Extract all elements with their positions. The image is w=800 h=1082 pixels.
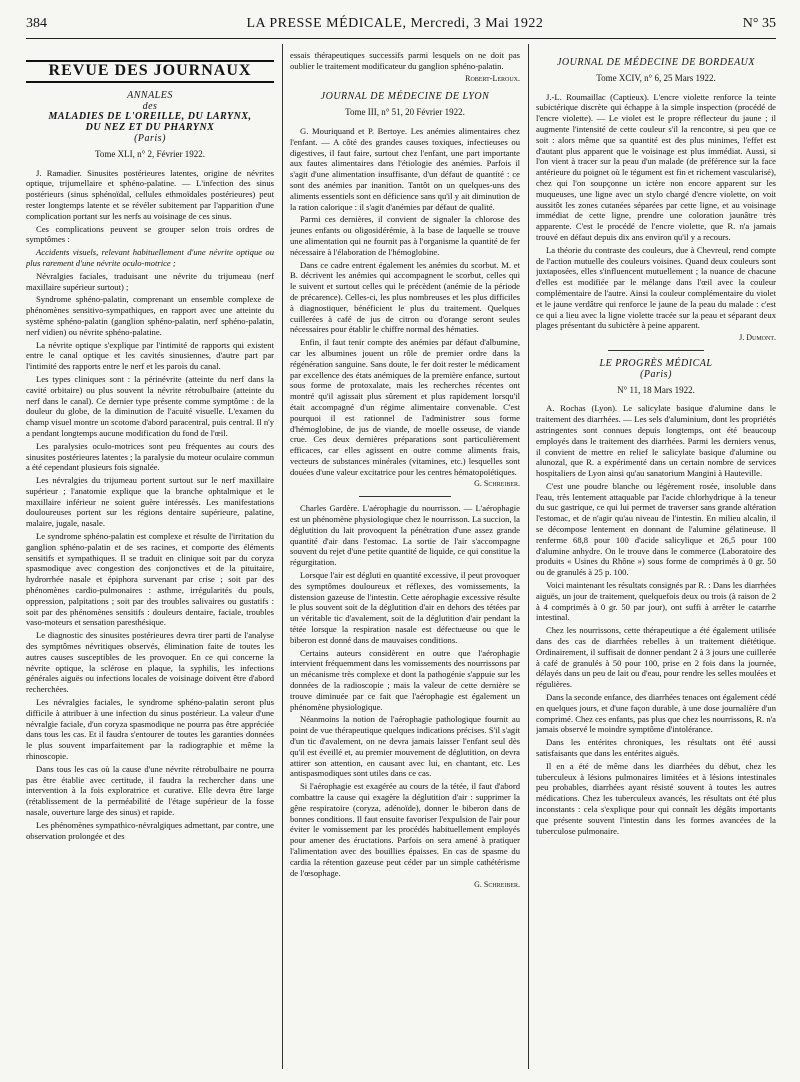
page-number: 384: [26, 16, 47, 31]
journal-name: [536, 359, 776, 381]
article-paragraph: Lorsque l'air est dégluti en quantité excessive, il peut provoquer des symptômes douloureux et réflexes, des vomissements, la distension gazeuse de l'intestin. Cette aérophagie excessive résulte le plus souvent soit de la déglutition d'air en dehors des tétées par un véritable tic d'avalement, soit de la déglutition d'air pendant la tétée lorsque la respiration nasale est défectueuse ou que le biberon est donné dans de mauvaises conditions.: [290, 570, 520, 645]
journal-line: ANNALES: [127, 89, 173, 101]
article-paragraph: Voici maintenant les résultats consignés par R. : Dans les diarrhées aiguës, un jour de traitement, quelquefois deux ou trois (à raison de 2 à 4 comprimés à 0 gr. 50 par jour), ont suffi à arrêter le catarrhe intestinal.: [536, 580, 776, 623]
article-paragraph: Les phénomènes sympathico-névralgiques admettant, par contre, une observation prolongée et des: [26, 819, 274, 841]
article-paragraph: Les névralgies faciales, le syndrome sphéno-palatin seront plus difficile à attribuer à une infection du sinus postérieur. La valeur d'une névralgie faciale, d'un coryza spasmodique ne pourra pas être appréciée dans tous les cas. Et il faudra s'entourer de toutes les garanties données le plus souvent imparfaitement par la radiographie et même la rhinoscopie.: [26, 697, 274, 762]
article-paragraph: A. Rochas (Lyon). Le salicylate basique d'alumine dans le traitement des diarrhées. — Les sels d'aluminium, dont les propriétés astringentes sont connues depuis longtemps, ont été beaucoup employés dans le traitement des diarrhées. Parmi les derniers venus, il convient de mettre en relief le salicylate basique d'alumine ou alunozal, que R. a expérimenté dans un certain nombre de services hospitaliers de Lyon ainsi qu'au sanatorium Mangini à Hauteville.: [536, 403, 776, 479]
journal-name: [26, 91, 274, 145]
article-paragraph: Dans tous les cas où la cause d'une névrite rétrobulbaire ne pourra pas être établie avec certitude, il faudra la rechercher dans une intervention à la fois exploratrice et curative. Elle devra être large (rétablissement de la perméabilité de l'étage supérieur de la fosse nasale, ouverture large des sinus) et rapide.: [26, 763, 274, 817]
journal-issue: Tome XLI, n° 2, Février 1922.: [95, 148, 205, 159]
newspaper-title: LA PRESSE MÉDICALE, Mercredi, 3 Mai 1922: [246, 16, 544, 31]
article-paragraph: Enfin, il faut tenir compte des anémies par défaut d'albumine, car les albumines jouent un rôle de premier ordre dans la régénération sanguine. Sans doute, le fer doit rester le médicament par excellence des états anémiques de la première enfance, surtout sous forme de protoxalate, mais les recherches récentes ont montré qu'il agissait plus sûrement et plus rapidement lorsqu'il était accompagné d'un régime alimentaire convenable. C'est pourquoi il est rationnel de l'administrer sous forme d'hémoglobine, de jus de viande, de moelle osseuse, de viande crue. Ces deux dernières préparations sont particulièrement efficaces, car elles agissent en outre comme aliments frais, vecteurs de substances minérales (vitamines, etc.) lesquelles sont douées d'une valeur excitatrice pour les centres hématopoïétiques.: [290, 337, 520, 477]
article-signature: Robert-Leroux.: [465, 73, 520, 83]
article-paragraph: Les névralgies du trijumeau portent surtout sur le nerf maxillaire supérieur ; l'anatomie explique que la branche ophtalmique et le maxillaire inférieur ne soient guère intéressés. Les manifestations douloureuses portent sur les régions dentaire supérieure, palatine, malaire, jugale, nasale.: [26, 475, 274, 529]
article-paragraph: J.-L. Roumaillac (Captieux). L'encre violette renforce la teinte subictérique discrète qui échappe à la simple inspection (procédé de l'encre violette). — Le violet est le propre réflecteur du jaune ; il augmente l'intensité de cette couleur s'il la rencontre, si peu que ce soit : alors même que sa quantité est des plus minimes, l'effet est d'autant plus apparent que le voisinage est plus immédiat. Aussi, si l'on vient à tracer sur la peau d'un malade (de préférence sur la face antérieure du poignet où le tégument est fin et richement vascularisé), chez qui l'on soupçonne un ictère non encore apparent sur les muqueuses, une ligne avec un stylo chargé d'encre violette, on voit aussitôt les zones cutanées séparées par cette ligne, et au voisinage immédiat de cette ligne, prendre une coloration jaunâtre très apparente. C'est le procédé de l'encre violette, que R. n'a jamais trouvé en défaut depuis dix ans environ qu'il y a recours.: [536, 91, 776, 242]
journal-line: LE PROGRÈS MÉDICAL: [599, 357, 713, 369]
article-paragraph: essais thérapeutiques successifs parmi lesquels on ne doit pas oublier le traitement modificateur du ganglion sphéno-palatin.: [290, 50, 520, 71]
article-separator: [359, 496, 451, 497]
article-paragraph: Ces complications peuvent se grouper selon trois ordres de symptômes :: [26, 223, 274, 245]
article-paragraph: Charles Gardère. L'aérophagie du nourrisson. — L'aérophagie est un phénomène physiologique chez le nourrisson. La succion, la déglutition du lait provoquent la pénétration d'une assez grande quantité d'air dans l'estomac. La sortie de l'air s'accompagne souvent du rejet d'une petite quantité de liquide, ce qui constitue la régurgitation.: [290, 503, 520, 568]
article-paragraph: C'est une poudre blanche ou légèrement rosée, insoluble dans l'eau, très lentement attaquable par l'acide chlorhydrique à la teneur du suc gastrique, ce qui lui permet de traverser sans grande altération l'estomac, et de n'agir qu'au niveau de l'intestin. En milieu alcalin, il se décompose lentement en donnant de l'alumine gélatineuse. Il renferme 68,8 pour 100 d'acide salicylique et 26,5 pour 100 d'alumine anhydre. On le trouve dans le commerce (Laboratoire des produits « Usines du Rhône ») sous forme de comprimés à 0 gr. 50 ou de granulés à 25 p. 100.: [536, 480, 776, 578]
article-paragraph: Il en a été de même dans les diarrhées du début, chez les tuberculeux à lésions pulmonaires limitées et à lésions intestinales peu probables, diarrhées ayant résisté souvent à toutes les autres médications. Chez les tuberculeux avancés, les résultats ont été plus inconstants : cela s'explique pour qui connaît les dégâts importants que présente souvent l'intestin dans les formes avancées de la tuberculose pulmonaire.: [536, 760, 776, 836]
article-paragraph: G. Mouriquand et P. Bertoye. Les anémies alimentaires chez l'enfant. — A côté des grandes causes toxiques, infectieuses ou digestives, il faut faire, surtout chez l'enfant, une part importante aux fautes alimentaires dans l'étiologie des anémies. Parfois il s'agit d'une alimentation insuffisante, d'un défaut de quantité : ce sont des anémies par inanition. Tantôt on un quelques-uns des aliments essentiels sont en déficience sans qu'il y ait diminution de la ration calorique : il s'agit d'anémies par défaut de qualité.: [290, 125, 520, 212]
article-paragraph: Les types cliniques sont : la périnévrite (atteinte du nerf dans la cavité orbitaire) ou plus souvent la névrite rétrobulbaire (atteinte du nerf dans le canal). Ce dernier type présente comme symptôme : de la douleur du globe, de la diminution de l'acuité visuelle. L'examen du champ visuel montre un scotome d'abord paracentral, puis central. Il n'y a pendant longtemps aucune modification du fond de l'œil.: [26, 373, 274, 438]
section-title: REVUE DES JOURNAUX: [26, 60, 274, 83]
journal-issue: N° 11, 18 Mars 1922.: [617, 384, 695, 395]
article-signature: G. Schreiber.: [474, 880, 520, 890]
page-header: [26, 16, 776, 39]
article-paragraph: J. Ramadier. Sinusites postérieures latentes, origine de névrites optique, trijumellaire et sphéno-palatine. — L'infection des sinus postérieurs (sinus sphénoïdal, cellules ethmoïdales postérieures) peut rester longtemps latente et se révéler subitement par l'apparition d'une complication portant sur les nerfs au voisinage de ces sinus.: [26, 167, 274, 221]
article-signature: J. Dumont.: [739, 333, 776, 343]
article-paragraph: Dans ce cadre entrent également les anémies du scorbut. M. et B. décrivent les anémies qui accompagnent le scorbut, celles qui le suivent et surtout celles qui le précèdent (anémie de la période de précarence). Celles-ci, les plus nombreuses et les plus difficiles à diagnostiquer, bénéficient le plus du traitement. Quelques cuillerées à café de jus de citron ou d'orange seront seules nécessaires pour établir le chiffre normal des hématies.: [290, 259, 520, 335]
column-3: [536, 50, 776, 1076]
journal-line: (Paris): [134, 132, 166, 144]
article-paragraph: Certains auteurs considèrent en outre que l'aérophagie intervient fréquemment dans les vomissements des nourrissons par un mécanisme très complexe et dont la pathogénie s'appuie sur les données de la radioscopie ; mais la valeur de cette dernière se trouve diminuée par ce fait que l'aérophagie est également un phénomène physiologique.: [290, 647, 520, 712]
issue-number: N° 35: [742, 16, 776, 31]
column-rule-1: [282, 44, 283, 1069]
article-paragraph: Syndrome sphéno-palatin, comprenant un ensemble complexe de phénomènes sensitivo-sympathiques, en rapport avec une atteinte du système sphéno-palatin (ganglion sphéno-palatin, nerf sphéno-palatin, nerf vidien) ou névrite sphéno-palatine.: [26, 294, 274, 337]
column-2: [290, 50, 520, 1076]
journal-name: JOURNAL DE MÉDECINE DE BORDEAUX: [556, 57, 756, 68]
article-paragraph: Névralgies faciales, traduisant une névrite du trijumeau (nerf maxillaire supérieur surtout) ;: [26, 270, 274, 292]
article-paragraph: Les paralysies oculo-motrices sont peu fréquentes au cours des sinusites postérieures latentes ; la paralysie du moteur oculaire commun a été cependant plusieurs fois signalée.: [26, 440, 274, 473]
article-paragraph: Si l'aérophagie est exagérée au cours de la tétée, il faut d'abord combattre la cause qui exagère la déglutition d'air : supprimer la gêne respiratoire (coryza, adénoïde), donner le biberon dans de bonnes conditions. Il faut ensuite favoriser l'expulsion de l'air pour éviter le vomissement par les procédés habituellement employés pour amener des éructations. Parfois on sera amené à pratiquer l'alimentation avec des bouillies épaisses. En cas de spasme du cardia la rétention gazeuse peut céder par un simple cathétérisme de l'œsophage.: [290, 781, 520, 878]
article-paragraph: Parmi ces dernières, il convient de signaler la chlorose des jeunes enfants ou oligosidérémie, à la base de laquelle se trouve une alimentation qui ne fournit pas à l'organisme la quantité de fer nécessaire à l'élaboration de l'hémoglobine.: [290, 214, 520, 257]
journal-line: DU NEZ ET DU PHARYNX: [85, 122, 215, 134]
article-paragraph: Accidents visuels, relevant habituellement d'une névrite optique ou plus rarement d'une névrite oculo-motrice ;: [26, 247, 274, 268]
article-paragraph: Le diagnostic des sinusites postérieures devra tirer parti de l'analyse des symptômes névritiques observés, élimination faite de toutes les autres causes susceptibles de les provoquer. En ce qui concerne la névrite optique, la sclérose en plaque, la syphilis, les infections générales aiguës ou infections locales de voisinage doivent être d'abord recherchées.: [26, 630, 274, 695]
article-paragraph: Dans la seconde enfance, des diarrhées tenaces ont également cédé en quelques jours, et d'une façon durable, à une dose journalière d'un comprimé. Chez ces enfants, pas plus que chez les nourrissons, R. n'a jamais observé le moindre symptôme d'intolérance.: [536, 692, 776, 735]
journal-issue: Tome III, n° 51, 20 Février 1922.: [345, 107, 465, 118]
article-signature: G. Schreiber.: [474, 479, 520, 489]
article-paragraph: Dans les entérites chroniques, les résultats ont été aussi satisfaisants que dans les entérites aiguës.: [536, 737, 776, 759]
journal-line: des: [142, 100, 158, 112]
journal-line: MALADIES DE L'OREILLE, DU LARYNX,: [48, 111, 252, 123]
journal-name: JOURNAL DE MÉDECINE DE LYON: [320, 91, 490, 103]
journal-line: (Paris): [640, 368, 672, 380]
column-rule-2: [528, 44, 529, 1069]
article-paragraph: La théorie du contraste des couleurs, due à Chevreul, rend compte de l'action mutuelle des couleurs voisines. Quand deux couleurs sont juxtaposées, elles s'influencent mutuellement ; la nuance de chacune d'elles est modifiée par le mélange dans l'œil avec la couleur complémentaire de l'autre. Ainsi la couleur complémentaire du violet et le jaune verdâtre qui renforce le jaune de la peau du malade : c'est ce qui a lieu avec la ligne violette tracée sur la peau et séparant deux plages présentant du subictère à peine apparent.: [536, 244, 776, 331]
article-separator: [608, 350, 704, 351]
article-paragraph: La névrite optique s'explique par l'intimité de rapports qui existent entre le canal optique et les cavités sinusiennes, d'autre part par l'intimité des rapports entre le nerf et les parois du canal.: [26, 339, 274, 372]
article-paragraph: Chez les nourrissons, cette thérapeutique a été également utilisée dans des cas de diarrhées rebelles à un traitement diététique. Ordinairement, il suffisait de donner pendant 2 à 3 jours une cuillerée à café de granulés à 50 pour 100, prise en 2 fois dans la journée, délayés dans un peu de lait ou d'eau, pour rendre les selles moulées et régulières.: [536, 625, 776, 690]
column-1: [26, 50, 274, 1076]
article-paragraph: Le syndrome sphéno-palatin est complexe et résulte de l'irritation du ganglion sphéno-palatin et de ses racines, et comporte des éléments sensitifs et sympathiques. Il se traduit en clinique soit par du coryza spasmodique avec congestion des conjonctives et de la pituitaire, hydrorrhée nasale et épiphora survenant par crise ; soit par des phénomènes cardio-pulmonaires : asthme, irrégularités du pouls, oppression, palpitations ; soit par des troubles salivaires ou gustatifs : soit par des phénomènes sensitifs : douleurs dentaire, faciale, troubles vaso-moteurs et sensation paresthésique.: [26, 531, 274, 628]
article-paragraph: Néanmoins la notion de l'aérophagie pathologique fournit au point de vue thérapeutique quelques indications précises. S'il s'agit d'un tic d'avalement, on ne devra jamais laisser l'enfant seul dès qu'il est éveillé et, au premier mouvement de déglutition, on devra attirer son attention, en causant avec lui, en chantant, etc. Les antispasmodiques sont utiles dans ce cas.: [290, 714, 520, 779]
journal-issue: Tome XCIV, n° 6, 25 Mars 1922.: [596, 72, 716, 83]
